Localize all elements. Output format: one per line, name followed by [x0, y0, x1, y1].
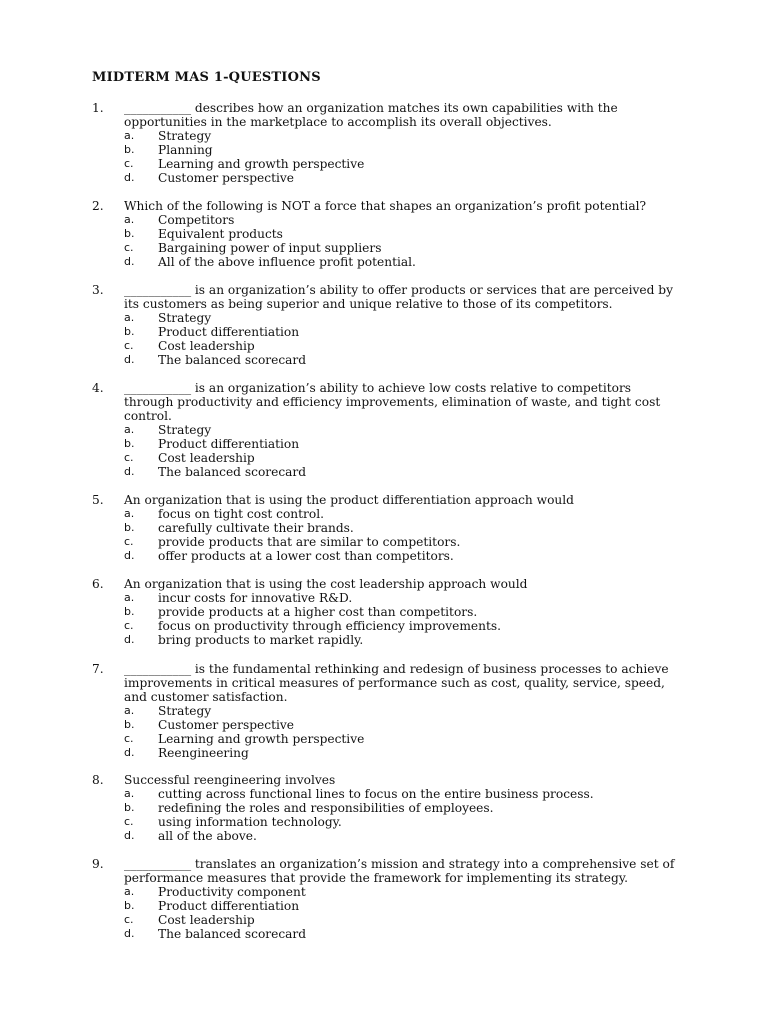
option-item [124, 591, 684, 605]
option-item [124, 787, 684, 801]
option-text: Productivity component [158, 885, 306, 899]
option-item [124, 171, 684, 185]
option-item [124, 885, 684, 899]
option-letter: a. [124, 704, 135, 717]
document-title: MIDTERM MAS 1-QUESTIONS [92, 70, 321, 85]
question-number: 7. [92, 662, 104, 676]
question-number: 8. [92, 773, 104, 787]
option-item [124, 633, 684, 647]
question-text: An organization that is using the cost leadership approach would [124, 577, 528, 591]
option-letter: d. [124, 465, 135, 478]
option-letter: b. [124, 325, 135, 338]
option-item [124, 213, 684, 227]
options-list [124, 507, 684, 563]
option-text: Strategy [158, 129, 212, 143]
option-text: provide products at a higher cost than competitors. [158, 605, 478, 619]
option-letter: b. [124, 143, 135, 156]
option-letter: c. [124, 157, 134, 170]
options-list [124, 129, 684, 185]
option-item [124, 718, 684, 732]
question-text: An organization that is using the product differentiation approach would [124, 493, 574, 507]
option-text: cutting across functional lines to focus on the entire business process. [158, 787, 594, 801]
option-text: The balanced scorecard [158, 465, 307, 479]
option-text: The balanced scorecard [158, 927, 307, 941]
options-list [124, 787, 684, 843]
option-letter: d. [124, 829, 135, 842]
option-text: focus on productivity through efficiency improvements. [158, 619, 501, 633]
question-text: ___________ translates an organization’s mission and strategy into a comprehensive set of performance measures that provide the framework for implementing its strategy. [124, 857, 675, 885]
option-text: Customer perspective [158, 171, 294, 185]
question-number: 6. [92, 577, 104, 591]
question-text: ___________ is an organization’s ability to achieve low costs relative to competitors through productivity and efficiency improvements, elimination of waste, and tight cost control. [124, 381, 661, 423]
option-text: All of the above influence profit potential. [158, 255, 416, 269]
option-item [124, 605, 684, 619]
option-item [124, 437, 684, 451]
option-text: Product differentiation [158, 325, 300, 339]
option-item [124, 241, 684, 255]
option-item [124, 549, 684, 563]
option-letter: a. [124, 507, 135, 520]
option-item [124, 704, 684, 718]
options-list [124, 704, 684, 760]
option-item [124, 732, 684, 746]
option-letter: a. [124, 423, 135, 436]
option-letter: d. [124, 746, 135, 759]
option-item [124, 829, 684, 843]
option-text: Reengineering [158, 746, 249, 760]
option-letter: a. [124, 129, 135, 142]
option-text: The balanced scorecard [158, 353, 307, 367]
option-letter: d. [124, 255, 135, 268]
option-letter: b. [124, 437, 135, 450]
option-item [124, 913, 684, 927]
question-text: Successful reengineering involves [124, 773, 336, 787]
option-item [124, 619, 684, 633]
option-letter: a. [124, 787, 135, 800]
option-letter: b. [124, 718, 135, 731]
option-text: Strategy [158, 704, 212, 718]
question-number: 2. [92, 199, 104, 213]
option-text: all of the above. [158, 829, 257, 843]
question-number: 9. [92, 857, 104, 871]
options-list [124, 885, 684, 941]
option-letter: d. [124, 633, 135, 646]
option-text: focus on tight cost control. [158, 507, 324, 521]
option-letter: b. [124, 801, 135, 814]
option-item [124, 465, 684, 479]
option-letter: b. [124, 899, 135, 912]
option-text: Competitors [158, 213, 235, 227]
option-letter: d. [124, 171, 135, 184]
option-letter: a. [124, 885, 135, 898]
option-text: using information technology. [158, 815, 342, 829]
option-text: Bargaining power of input suppliers [158, 241, 382, 255]
option-letter: c. [124, 339, 134, 352]
option-item [124, 927, 684, 941]
options-list [124, 213, 684, 269]
option-text: Strategy [158, 423, 212, 437]
question-text: ___________ describes how an organization matches its own capabilities with the opportunities in the marketplace to accomplish its overall objectives. [124, 101, 618, 129]
option-text: provide products that are similar to competitors. [158, 535, 461, 549]
option-letter: c. [124, 241, 134, 254]
option-item [124, 255, 684, 269]
option-letter: d. [124, 353, 135, 366]
option-text: offer products at a lower cost than competitors. [158, 549, 454, 563]
option-item [124, 157, 684, 171]
option-text: Equivalent products [158, 227, 283, 241]
option-item [124, 451, 684, 465]
question-number: 5. [92, 493, 104, 507]
question-text: Which of the following is NOT a force that shapes an organization’s profit potential? [124, 199, 647, 213]
option-letter: c. [124, 535, 134, 548]
option-item [124, 423, 684, 437]
option-item [124, 535, 684, 549]
option-item [124, 815, 684, 829]
option-text: Planning [158, 143, 213, 157]
option-item [124, 801, 684, 815]
option-letter: c. [124, 815, 134, 828]
option-letter: c. [124, 619, 134, 632]
option-text: Learning and growth perspective [158, 157, 365, 171]
question-text: ___________ is the fundamental rethinking and redesign of business processes to achieve improvements in critical measures of performance such as cost, quality, service, speed, and customer satisfaction. [124, 662, 669, 704]
options-list [124, 311, 684, 367]
option-letter: c. [124, 732, 134, 745]
option-text: Cost leadership [158, 451, 255, 465]
option-text: Customer perspective [158, 718, 294, 732]
option-text: Cost leadership [158, 339, 255, 353]
option-text: Product differentiation [158, 899, 300, 913]
option-text: Strategy [158, 311, 212, 325]
question-text: ___________ is an organization’s ability to offer products or services that are perceived by its customers as being superior and unique relative to those of its competitors. [124, 283, 673, 311]
option-letter: a. [124, 311, 135, 324]
option-text: incur costs for innovative R&D. [158, 591, 353, 605]
options-list [124, 423, 684, 479]
option-letter: a. [124, 591, 135, 604]
option-item [124, 899, 684, 913]
option-letter: c. [124, 913, 134, 926]
option-item [124, 325, 684, 339]
option-item [124, 353, 684, 367]
option-text: Product differentiation [158, 437, 300, 451]
option-letter: b. [124, 521, 135, 534]
question-number: 3. [92, 283, 104, 297]
question-number: 4. [92, 381, 104, 395]
option-letter: d. [124, 549, 135, 562]
option-letter: c. [124, 451, 134, 464]
option-item [124, 746, 684, 760]
options-list [124, 591, 684, 647]
option-text: Learning and growth perspective [158, 732, 365, 746]
option-text: carefully cultivate their brands. [158, 521, 354, 535]
option-text: Cost leadership [158, 913, 255, 927]
option-text: redefining the roles and responsibilities of employees. [158, 801, 494, 815]
option-text: bring products to market rapidly. [158, 633, 364, 647]
option-item [124, 129, 684, 143]
option-item [124, 311, 684, 325]
option-item [124, 227, 684, 241]
question-number: 1. [92, 101, 104, 115]
option-item [124, 507, 684, 521]
option-item [124, 521, 684, 535]
option-letter: d. [124, 927, 135, 940]
option-letter: b. [124, 605, 135, 618]
option-letter: b. [124, 227, 135, 240]
option-item [124, 339, 684, 353]
option-letter: a. [124, 213, 135, 226]
option-item [124, 143, 684, 157]
